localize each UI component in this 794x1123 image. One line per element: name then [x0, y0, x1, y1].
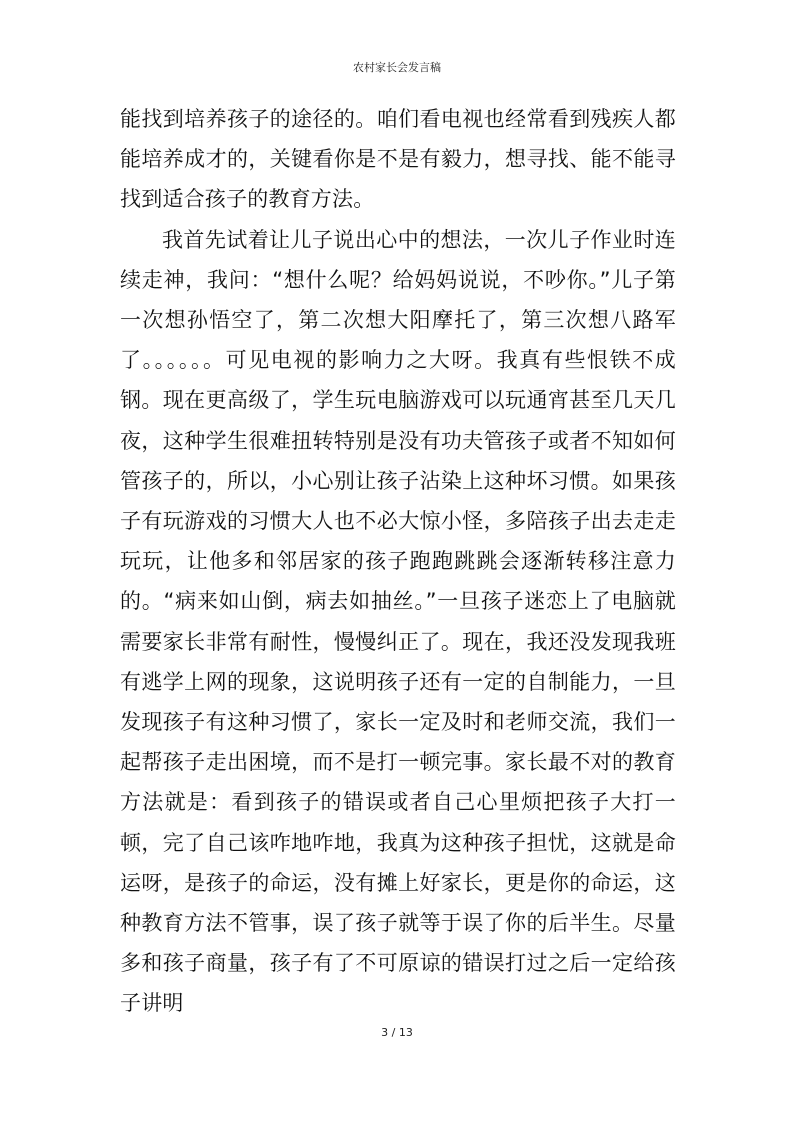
paragraph: 我首先试着让儿子说出心中的想法，一次儿子作业时连续走神，我问：“想什么呢？给妈妈说说，不吵你。”儿子第一次想孙悟空了，第二次想大阳摩托了，第三次想八路军了。。。。。。可见电视的影响力之大呀。我真有些恨铁不成钢。现在更高级了，学生玩电脑游戏可以玩通宵甚至几天几夜，这种学生很难扭转特别是没有功夫管孩子或者不知如何管孩子的，所以，小心别让孩子沾染上这种坏习惯。如果孩子有玩游戏的习惯大人也不必大惊小怪，多陪孩子出去走走玩玩，让他多和邻居家的孩子跑跑跳跳会逐渐转移注意力的。“病来如山倒，病去如抽丝。”一旦孩子迷恋上了电脑就需要家长非常有耐性，慢慢纠正了。现在，我还没发现我班有逃学上网的现象，这说明孩子还有一定的自制能力，一旦发现孩子有这种习惯了，家长一定及时和老师交流，我们一起帮孩子走出困境，而不是打一顿完事。家长最不对的教育方法就是：看到孩子的错误或者自己心里烦把孩子大打一顿，完了自己该咋地咋地，我真为这种孩子担忧，这就是命运呀，是孩子的命运，没有摊上好家长，更是你的命运，这种教育方法不管事，误了孩子就等于误了你的后半生。尽量多和孩子商量，孩子有了不可原谅的错误打过之后一定给孩子讲明 [120, 227, 676, 1016]
page-header: 农村家长会发言稿 [353, 61, 441, 74]
page-number: 3 / 13 [381, 1026, 413, 1039]
paragraph-continued: 能找到培养孩子的途径的。咱们看电视也经常看到残疾人都能培养成才的，关键看你是不是有毅力，想寻找、能不能寻找到适合孩子的教育方法。 [120, 107, 676, 212]
document-body [120, 99, 676, 1024]
